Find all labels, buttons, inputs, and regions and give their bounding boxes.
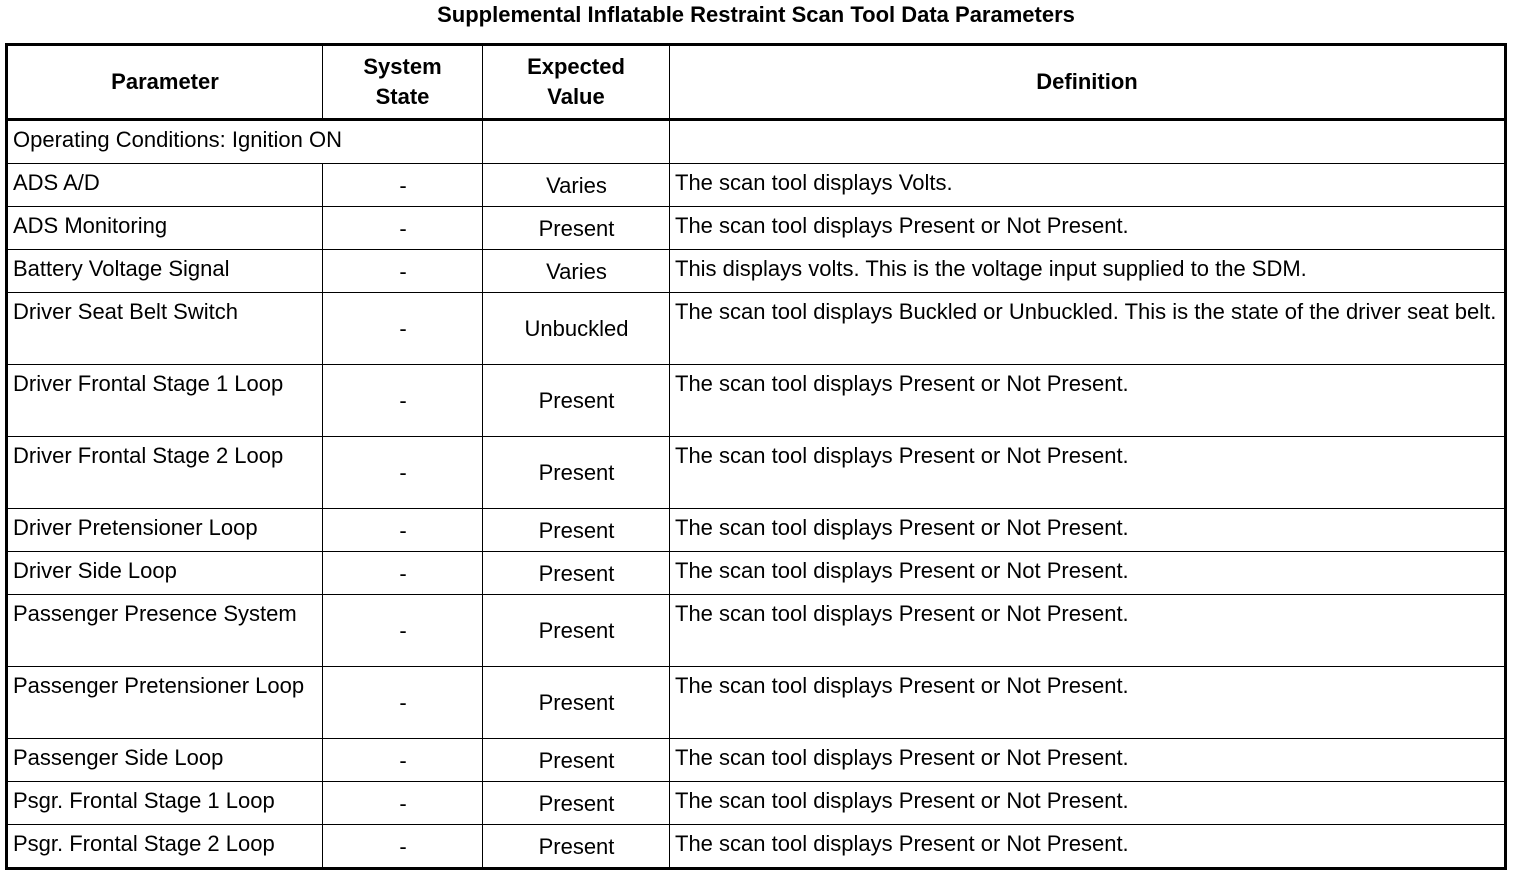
- system-state-cell: -: [323, 437, 483, 509]
- table-row: [7, 437, 1506, 509]
- expected-value-cell: Present: [483, 667, 670, 739]
- expected-value-cell: Present: [483, 595, 670, 667]
- definition-cell: The scan tool displays Present or Not Present.: [670, 207, 1506, 250]
- table-row: [7, 552, 1506, 595]
- expected-value-cell: Varies: [483, 250, 670, 293]
- parameter-cell: Driver Side Loop: [7, 552, 323, 595]
- column-header-parameter: Parameter: [7, 45, 323, 120]
- system-state-cell: -: [323, 782, 483, 825]
- column-header-definition: Definition: [670, 45, 1506, 120]
- expected-value-cell: Present: [483, 552, 670, 595]
- table-row: [7, 739, 1506, 782]
- system-state-cell: -: [323, 207, 483, 250]
- parameter-cell: Psgr. Frontal Stage 1 Loop: [7, 782, 323, 825]
- table-row: [7, 509, 1506, 552]
- parameter-cell: Driver Pretensioner Loop: [7, 509, 323, 552]
- definition-cell: The scan tool displays Present or Not Present.: [670, 365, 1506, 437]
- empty-cell: [670, 120, 1506, 164]
- table-row: [7, 250, 1506, 293]
- parameter-cell: Driver Frontal Stage 1 Loop: [7, 365, 323, 437]
- definition-cell: The scan tool displays Present or Not Present.: [670, 782, 1506, 825]
- system-state-cell: -: [323, 164, 483, 207]
- expected-value-cell: Present: [483, 739, 670, 782]
- system-state-cell: -: [323, 365, 483, 437]
- system-state-cell: -: [323, 552, 483, 595]
- table-row: [7, 164, 1506, 207]
- table-row: [7, 782, 1506, 825]
- definition-cell: The scan tool displays Buckled or Unbuckled. This is the state of the driver seat belt.: [670, 293, 1506, 365]
- system-state-cell: -: [323, 293, 483, 365]
- parameter-cell: Passenger Side Loop: [7, 739, 323, 782]
- parameter-cell: Driver Seat Belt Switch: [7, 293, 323, 365]
- system-state-cell: -: [323, 595, 483, 667]
- operating-conditions-cell: Operating Conditions: Ignition ON: [7, 120, 483, 164]
- definition-cell: The scan tool displays Present or Not Present.: [670, 552, 1506, 595]
- expected-value-cell: Present: [483, 825, 670, 869]
- expected-value-cell: Present: [483, 509, 670, 552]
- system-state-cell: -: [323, 509, 483, 552]
- header-row: [7, 45, 1506, 120]
- parameter-cell: Passenger Presence System: [7, 595, 323, 667]
- parameter-cell: ADS A/D: [7, 164, 323, 207]
- parameter-cell: Driver Frontal Stage 2 Loop: [7, 437, 323, 509]
- table-row: [7, 667, 1506, 739]
- definition-cell: The scan tool displays Present or Not Present.: [670, 437, 1506, 509]
- definition-cell: The scan tool displays Present or Not Present.: [670, 825, 1506, 869]
- expected-value-cell: Present: [483, 782, 670, 825]
- expected-value-cell: Unbuckled: [483, 293, 670, 365]
- definition-cell: This displays volts. This is the voltage input supplied to the SDM.: [670, 250, 1506, 293]
- operating-conditions-row: [7, 120, 1506, 164]
- definition-cell: The scan tool displays Present or Not Present.: [670, 595, 1506, 667]
- table-row: [7, 825, 1506, 869]
- table-row: [7, 293, 1506, 365]
- table-row: [7, 207, 1506, 250]
- parameter-cell: ADS Monitoring: [7, 207, 323, 250]
- system-state-cell: -: [323, 667, 483, 739]
- table-row: [7, 595, 1506, 667]
- table-row: [7, 365, 1506, 437]
- column-header-expected-value: Expected Value: [483, 45, 670, 120]
- page-title: Supplemental Inflatable Restraint Scan Tool Data Parameters: [437, 2, 1075, 27]
- parameter-cell: Battery Voltage Signal: [7, 250, 323, 293]
- parameter-cell: Psgr. Frontal Stage 2 Loop: [7, 825, 323, 869]
- system-state-cell: -: [323, 250, 483, 293]
- expected-value-cell: Varies: [483, 164, 670, 207]
- column-header-system-state: System State: [323, 45, 483, 120]
- expected-value-cell: Present: [483, 365, 670, 437]
- empty-cell: [483, 120, 670, 164]
- expected-value-cell: Present: [483, 437, 670, 509]
- system-state-cell: -: [323, 825, 483, 869]
- parameters-table: [5, 43, 1507, 870]
- expected-value-cell: Present: [483, 207, 670, 250]
- definition-cell: The scan tool displays Volts.: [670, 164, 1506, 207]
- definition-cell: The scan tool displays Present or Not Present.: [670, 667, 1506, 739]
- system-state-cell: -: [323, 739, 483, 782]
- definition-cell: The scan tool displays Present or Not Present.: [670, 739, 1506, 782]
- definition-cell: The scan tool displays Present or Not Present.: [670, 509, 1506, 552]
- parameter-cell: Passenger Pretensioner Loop: [7, 667, 323, 739]
